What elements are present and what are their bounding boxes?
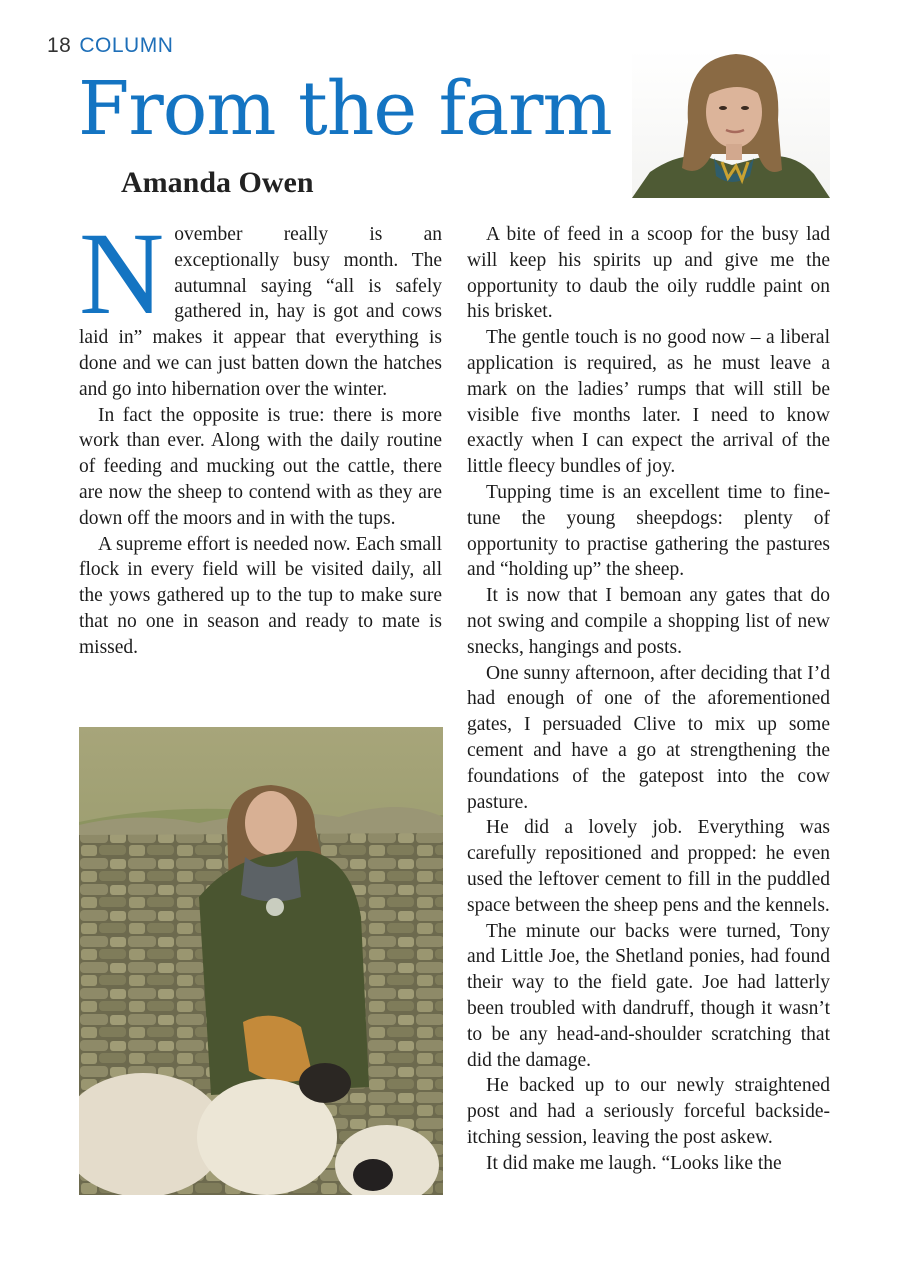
- paragraph-5: The gentle touch is no good now – a liberal application is required, as he must leave a mark on the ladies’ rumps that will still be visible five months later. I need to know exactly when I can expect the arrival of the little fleecy bundles of joy.: [467, 327, 830, 478]
- author-portrait: [632, 50, 830, 198]
- paragraph-3: A supreme effort is needed now. Each small flock in every field will be visited daily, all the yows gathered up to the tup to make sure that no one in season and ready to mate is missed.: [79, 533, 442, 658]
- paragraph-4: A bite of feed in a scoop for the busy lad will keep his spirits up and give me the opportunity to daub the oily ruddle paint on his brisket.: [467, 224, 830, 323]
- article-title: From the farm: [78, 66, 612, 152]
- column-left: [79, 208, 442, 661]
- page-number: 18: [47, 34, 72, 57]
- section-label: COLUMN: [79, 34, 174, 57]
- paragraph-10: The minute our backs were turned, Tony and Little Joe, the Shetland ponies, had found their way to the field gate. Joe had latterly been troubled with dandruff, though it wasn’t to be any head-and-shoulder scratching that did the damage.: [467, 920, 830, 1071]
- paragraph-8: One sunny afternoon, after deciding that I’d had enough of one of the aforementioned gates, I persuaded Clive to mix up some cement and have a go at strengthening the foundations of the gatepost into the cow pasture.: [467, 662, 830, 813]
- paragraph-1: [79, 208, 442, 403]
- author-byline: Amanda Owen: [121, 166, 314, 199]
- paragraph-7: It is now that I bemoan any gates that do not swing and compile a shopping list of new snecks, hangings and posts.: [467, 585, 830, 658]
- column-right: [467, 222, 830, 1176]
- article-photo: [79, 727, 443, 1195]
- paragraph-12: It did make me laugh. “Looks like the: [486, 1152, 782, 1174]
- page-header: [47, 34, 173, 58]
- paragraph-6: Tupping time is an excellent time to fine-tune the young sheepdogs: plenty of opportunity to practise gathering the pastures and “holding up” the sheep.: [467, 481, 830, 581]
- farm-photo-icon: [79, 727, 443, 1195]
- paragraph-2: In fact the opposite is true: there is more work than ever. Along with the daily routine of feeding and mucking out the cattle, there are now the sheep to contend with as they are down off the moors and in with the tups.: [79, 404, 442, 529]
- drop-cap: N: [79, 208, 165, 339]
- paragraph-11: He backed up to our newly straightened post and had a seriously forceful backside-itching session, leaving the post askew.: [467, 1075, 830, 1148]
- paragraph-9: He did a lovely job. Everything was carefully repositioned and propped: he even used the leftover cement to fill in the puddled space between the sheep pens and the kennels.: [467, 817, 830, 916]
- portrait-photo-icon: [632, 50, 830, 198]
- paragraph-1-text: ovember really is an exceptionally busy month. The autumnal saying “all is safely gathered in, hay is got and cows laid in” makes it appear that everything is done and we can just batten down the hatches and go into hibernation over the winter.: [79, 224, 442, 400]
